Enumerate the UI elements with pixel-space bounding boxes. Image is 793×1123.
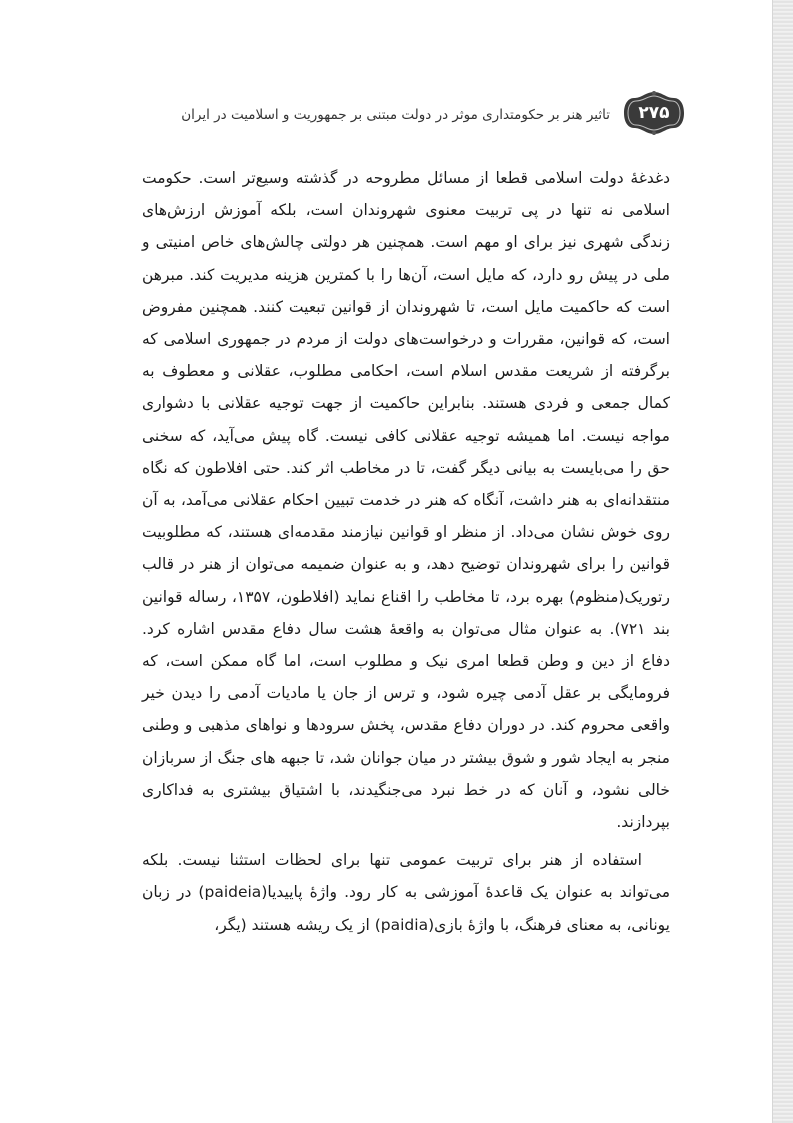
paragraph: استفاده از هنر برای تربیت عمومی تنها برای لحظات استثنا نیست. بلکه می‌تواند به عنوان یک قاعدهٔ آموزشی به کار رود. واژهٔ پاییدیا(paideia) در زبان یونانی، به معنای فرهنگ، با واژهٔ بازی(paidia) از یک ریشه هستند (یگر، [142, 851, 670, 934]
page-number-badge [622, 90, 686, 136]
paragraph: دغدغهٔ دولت اسلامی قطعا از مسائل مطروحه در گذشته وسیع‌تر است. حکومت اسلامی نه تنها در پی تربیت معنوی شهروندان است، بلکه آموزش ارزش‌های زندگی شهری نیز برای او مهم است. همچنین هر دولتی چالش‌های خاص امنیتی و ملی در پیش رو دارد، که مایل است، آن‌ها را با کمترین هزینه مدیریت کند. مبرهن است که حاکمیت مایل است، تا شهروندان از قوانین تبعیت کنند. همچنین مفروض است، که قوانین، مقررات و درخواست‌های دولت از مردم در جمهوری اسلامی که برگرفته از شریعت مقدس اسلام است، احکامی مطلوب، عقلانی و معطوف به کمال جمعی و فردی هستند. بنابراین حاکمیت از جهت توجیه عقلانی با دشواری مواجه نیست. اما همیشه توجیه عقلانی کافی نیست. گاه پیش می‌آید، که سخنی حق را می‌بایست به بیانی دیگر گفت، تا در مخاطب اثر کند. حتی افلاطون که نگاه منتقدانه‌ای به هنر داشت، آنگاه که هنر در خدمت تبیین احکام عقلانی می‌آمد، به آن روی خوش نشان می‌داد. از منظر او قوانین نیازمند مقدمه‌ای هستند، که مطلوبیت قوانین را برای شهروندان توضیح دهد، و به عنوان ضمیمه می‌توان از هنر در قالب رتوریک(منظوم) بهره برد، تا مخاطب را اقناع نماید (افلاطون، ۱۳۵۷، رساله قوانین بند ۷۲۱). به عنوان مثال می‌توان به واقعهٔ هشت سال دفاع مقدس اشاره کرد. دفاع از دین و وطن قطعا امری نیک و مطلوب است، اما گاه ممکن است، که فرومایگی بر عقل آدمی چیره شود، و ترس از جان یا مادیات آدمی را دیدن خیر واقعی محروم کند. در دوران دفاع مقدس، پخش سرودها و نواهای مذهبی و وطنی منجر به ایجاد شور و شوق بیشتر در میان جوانان شد، تا جبهه های جنگ از سربازان خالی نشود، و آنان که در خط نبرد می‌جنگیدند، با اشتیاق بیشتری به فداکاری بپردازند. [142, 169, 670, 832]
page-edge-shadow [772, 0, 793, 1123]
body-text [142, 162, 670, 941]
page-number: ۲۷۵ [638, 103, 670, 123]
running-header-title: تاثیر هنر بر حکومتداری موثر در دولت مبتنی بر جمهوریت و اسلامیت در ایران [181, 107, 610, 123]
